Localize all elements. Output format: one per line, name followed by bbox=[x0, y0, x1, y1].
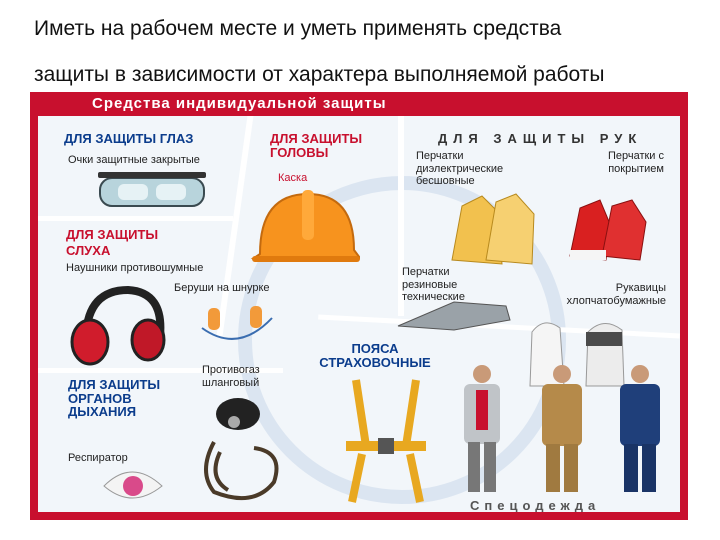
hearing-heading-1: ДЛЯ ЗАЩИТЫ bbox=[66, 227, 159, 242]
safety-harness-image bbox=[326, 376, 446, 506]
helmet-label: Каска bbox=[278, 172, 308, 184]
rubber-gloves-image bbox=[394, 296, 514, 336]
helmet-image bbox=[250, 184, 360, 274]
head-heading: ДЛЯ ЗАЩИТЫ ГОЛОВЫ bbox=[270, 131, 363, 160]
coated-gloves-image bbox=[562, 194, 652, 264]
divider bbox=[38, 216, 233, 221]
gas-mask-image bbox=[194, 392, 284, 508]
slide-text-line-2: защиты в зависимости от характера выполняемой работы bbox=[34, 63, 605, 86]
respirator-label: Респиратор bbox=[68, 452, 128, 464]
slide-text-line-1: Иметь на рабочем месте и уметь применять средства bbox=[34, 17, 562, 40]
breathing-heading: ДЛЯ ЗАЩИТЫ ОРГАНОВ ДЫХАНИЯ bbox=[68, 377, 161, 420]
hands-heading: ДЛЯ ЗАЩИТЫ РУК bbox=[438, 131, 643, 146]
dielectric-gloves-image bbox=[442, 190, 542, 270]
coated-gloves-label: Перчатки с покрытием bbox=[607, 150, 664, 175]
earmuffs-label: Наушники противошумные bbox=[66, 262, 204, 274]
poster-title: Средства индивидуальной защиты bbox=[92, 95, 387, 112]
hearing-heading-2: СЛУХА bbox=[66, 243, 111, 258]
gas-mask-label: Противогаз шланговый bbox=[202, 364, 260, 389]
dielectric-gloves-label: Перчатки диэлектрические бесшовные bbox=[416, 150, 504, 188]
goggles-image bbox=[98, 168, 208, 213]
rubber-gloves-label: Перчатки резиновые технические bbox=[402, 266, 465, 304]
ppe-poster bbox=[30, 92, 688, 520]
earmuffs-image bbox=[68, 286, 168, 366]
respirator-image bbox=[98, 458, 168, 508]
belts-heading: ПОЯСА СТРАХОВОЧНЫЕ bbox=[319, 341, 431, 370]
earplugs-label: Беруши на шнурке bbox=[174, 282, 270, 294]
poster-panel bbox=[38, 116, 680, 512]
workwear-image bbox=[454, 364, 674, 494]
earplugs-image bbox=[198, 298, 278, 358]
cotton-mittens-label: Рукавицы хлопчатобумажные bbox=[566, 282, 666, 307]
goggles-label: Очки защитные закрытые bbox=[68, 154, 200, 166]
workwear-heading: Спецодежда bbox=[470, 498, 601, 512]
eyes-heading: ДЛЯ ЗАЩИТЫ ГЛАЗ bbox=[64, 131, 194, 146]
